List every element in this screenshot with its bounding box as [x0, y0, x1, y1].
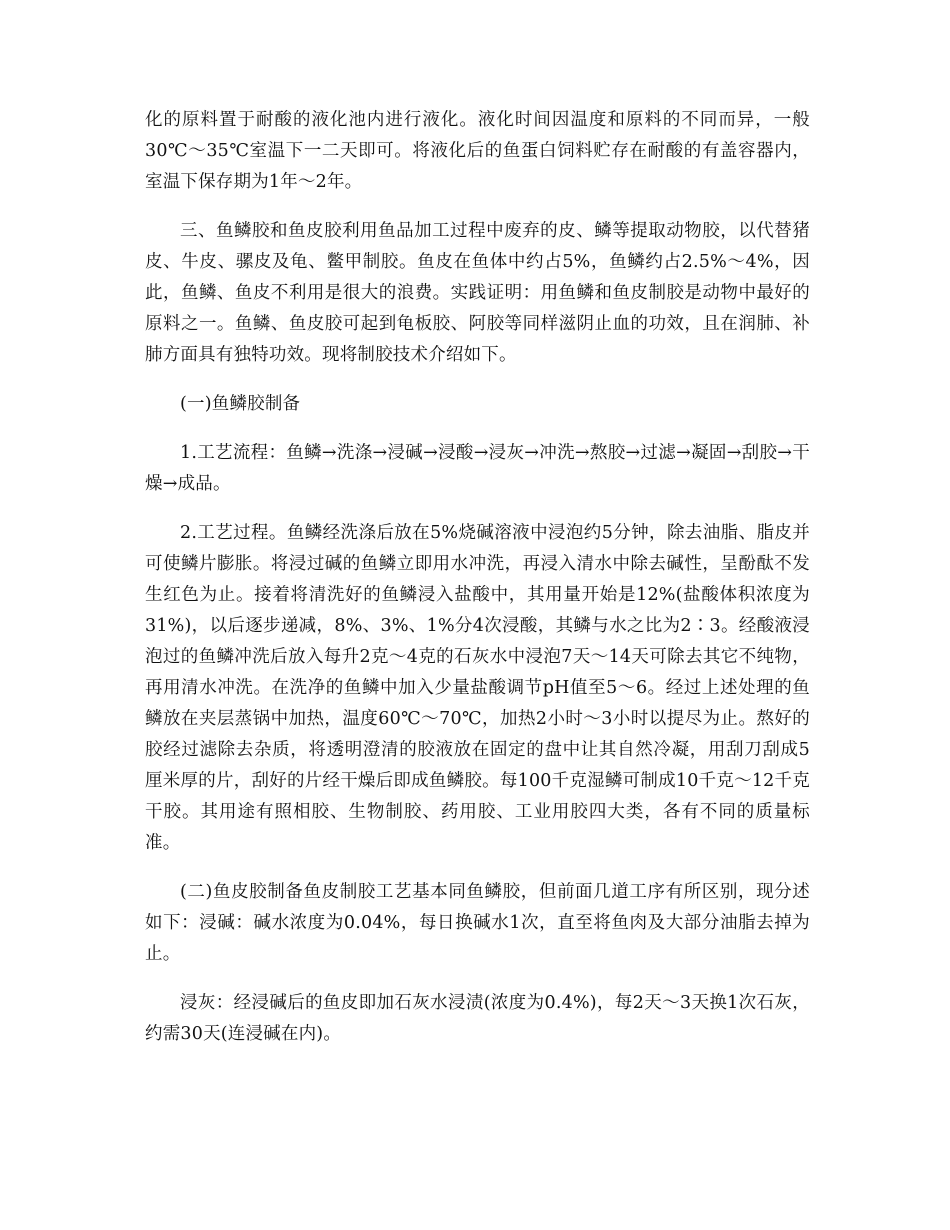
paragraph-process-flow: 1.工艺流程：鱼鳞→洗涤→浸碱→浸酸→浸灰→冲洗→熬胶→过滤→凝固→刮胶→干燥→成品。 [145, 443, 810, 494]
paragraph-fish-skin-glue: (二)鱼皮胶制备鱼皮制胶工艺基本同鱼鳞胶，但前面几道工序有所区别，现分述如下：浸碱：碱水浓度为0.04%，每日换碱水1次，直至将鱼肉及大部分油脂去掉为止。 [145, 882, 810, 964]
document-page [145, 105, 810, 1068]
heading-fish-scale-glue: (一)鱼鳞胶制备 [180, 394, 301, 414]
paragraph-process-details: 2.工艺过程。鱼鳞经洗涤后放在5%烧碱溶液中浸泡约5分钟，除去油脂、脂皮并可使鳞片膨胀。将浸过碱的鱼鳞立即用水冲洗，再浸入清水中除去碱性，呈酚酞不发生红色为止。接着将清洗好的鱼鳞浸入盐酸中，其用量开始是12%(盐酸体积浓度为31%)，以后逐步递减，8%、3%、1%分4次浸酸，其鳞与水之比为2∶3。经酸液浸泡过的鱼鳞冲洗后放入每升2克～4克的石灰水中浸泡7天～14天可除去其它不纯物，再用清水冲洗。在洗净的鱼鳞中加入少量盐酸调节pH值至5～6。经过上述处理的鱼鳞放在夹层蒸锅中加热，温度60℃～70℃，加热2小时～3小时以提尽为止。熬好的胶经过滤除去杂质，将透明澄清的胶液放在固定的盘中让其自然冷凝，用刮刀刮成5厘米厚的片，刮好的片经干燥后即成鱼鳞胶。每100千克湿鳞可制成10千克～12千克干胶。其用途有照相胶、生物制胶、药用胶、工业用胶四大类，各有不同的质量标准。 [145, 523, 810, 853]
paragraph-section-three: 三、鱼鳞胶和鱼皮胶利用鱼品加工过程中废弃的皮、鳞等提取动物胶，以代替猪皮、牛皮、骡皮及龟、鳖甲制胶。鱼皮在鱼体中约占5%，鱼鳞约占2.5%～4%，因此，鱼鳞、鱼皮不利用是很大的浪费。实践证明：用鱼鳞和鱼皮制胶是动物中最好的原料之一。鱼鳞、鱼皮胶可起到龟板胶、阿胶等同样滋阴止血的功效，且在润肺、补肺方面具有独特功效。现将制胶技术介绍如下。 [145, 221, 810, 365]
paragraph-liming: 浸灰：经浸碱后的鱼皮即加石灰水浸渍(浓度为0.4%)，每2天～3天换1次石灰，约需30天(连浸碱在内)。 [145, 993, 810, 1044]
paragraph-liquefaction: 化的原料置于耐酸的液化池内进行液化。液化时间因温度和原料的不同而异，一般30℃～35℃室温下一二天即可。将液化后的鱼蛋白饲料贮存在耐酸的有盖容器内，室温下保存期为1年～2年。 [145, 110, 810, 192]
